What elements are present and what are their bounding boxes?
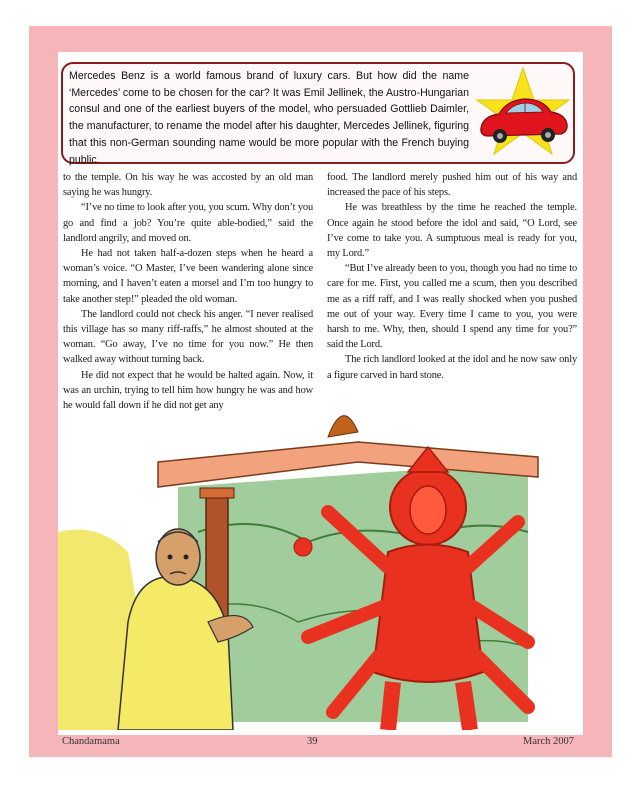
left-paragraph-3: He had not taken half-a-dozen steps when he heard a woman’s voice. “O Master, I’ve been wandering alone since morning, and I haven’t eaten a morsel and I’m too hungry to take another step!” pleaded the old woman. xyxy=(63,248,313,305)
right-paragraph-1: food. The landlord merely pushed him out of his way and increased the pace of his steps. xyxy=(327,172,577,199)
star-car-illustration xyxy=(473,66,573,162)
left-column xyxy=(63,170,313,413)
left-paragraph-4: The landlord could not check his anger. “I never realised this village has so many riff-raffs,” he almost shouted at the woman. “Go away, I’ve no time for you now.” He then walked away without turning back. xyxy=(63,308,313,366)
right-paragraph-2: He was breathless by the time he reached the temple. Once again he stood before the idol and said, “O Lord, see I’ve come to take you. A sumptuous meal is ready for you, my Lord.” xyxy=(327,202,577,260)
left-paragraph-1: to the temple. On his way he was accosted by an old man saying he was hungry. xyxy=(63,172,313,199)
footer-publication: Chandamama xyxy=(62,736,120,747)
left-paragraph-5: He did not expect that he would be halted again. Now, it was an urchin, trying to tell him how hungry he was and how he would fall down if he did not get any xyxy=(63,369,313,412)
right-paragraph-4: The rich landlord looked at the idol and he now saw only a figure carved in hard stone. xyxy=(327,354,577,381)
info-box-text: Mercedes Benz is a world famous brand of luxury cars. But how did the name ‘Mercedes’ come to be chosen for the car? It was Emil Jellinek, the Austro-Hungarian consul and one of the earliest buyers of the model, who persuaded Gottlieb Daimler, the manufacturer, to rename the model after his daughter, Mercedes Jellinek, figuring that this non-German sounding name would be more popular with the French buying public. xyxy=(69,70,469,166)
footer-date: March 2007 xyxy=(523,736,575,747)
right-column xyxy=(327,170,577,383)
left-paragraph-2: “I’ve no time to look after you, you scum. Why don’t you go and find a job? You’re quite able-bodied,” said the landlord angrily, and moved on. xyxy=(63,202,313,244)
temple-idol-illustration xyxy=(58,392,583,730)
footer-page-number: 39 xyxy=(307,736,318,747)
right-paragraph-3: “But I’ve already been to you, though you had no time to care for me. First, you called me a scum, then you described me as a riff raff, and I was really shocked when you pushed me out of your way. Every time I came to you, you were harsh to me. Why, then, should I spend any time for you?” said the Lord. xyxy=(327,263,577,351)
info-box xyxy=(61,62,575,164)
